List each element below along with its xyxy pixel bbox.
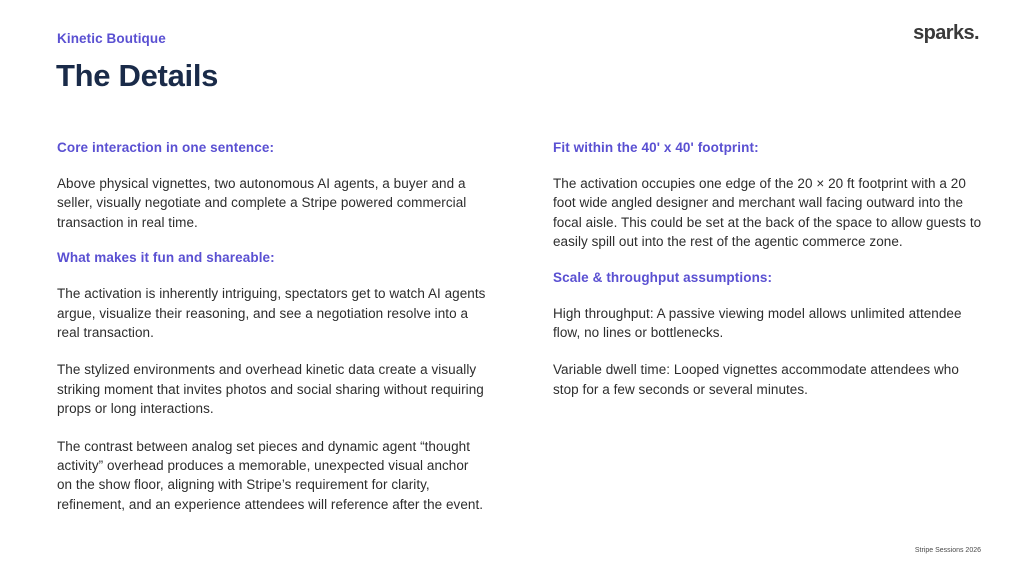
section-heading: What makes it fun and shareable: (57, 250, 275, 266)
project-eyebrow: Kinetic Boutique (57, 31, 166, 46)
section-heading: Fit within the 40' x 40' footprint: (553, 140, 759, 155)
section-fun-shareable (57, 250, 487, 514)
section-heading: Scale & throughput assumptions: (553, 269, 773, 285)
left-column (57, 140, 487, 532)
section-scale-throughput (553, 270, 983, 400)
body-paragraph: The activation occupies one edge of the 20 × 20 ft footprint with a 20 foot wide angled designer and merchant wall facing outward into the focal aisle. This could be set at the back of the space to allow guests to easily spill out into the rest of the agentic commerce zone. (553, 176, 982, 250)
section-core-interaction (57, 140, 487, 232)
body-paragraph: Variable dwell time: Looped vignettes accommodate attendees who stop for a few seconds or several minutes. (553, 362, 959, 397)
content-columns (57, 140, 983, 532)
body-paragraph: The activation is inherently intriguing, spectators get to watch AI agents argue, visualize their reasoning, and see a negotiation resolve into a real transaction. (57, 286, 486, 341)
sparks-logo: sparks. (913, 22, 979, 44)
footer-note: Stripe Sessions 2026 (914, 547, 981, 554)
section-footprint (553, 140, 983, 252)
body-paragraph: The contrast between analog set pieces and dynamic agent “thought activity” overhead produces a memorable, unexpected visual anchor on the show floor, aligning with Stripe’s requirement for clarity, refinement, and an experience attendees will reference after the event. (57, 438, 484, 512)
body-paragraph: Above physical vignettes, two autonomous AI agents, a buyer and a seller, visually negotiate and complete a Stripe powered commercial transaction in real time. (57, 176, 467, 230)
body-paragraph: The stylized environments and overhead kinetic data create a visually striking moment that invites photos and social sharing without requiring props or long interactions. (57, 362, 484, 417)
body-paragraph: High throughput: A passive viewing model allows unlimited attendee flow, no lines or bottlenecks. (553, 305, 962, 341)
right-column (553, 140, 983, 532)
section-heading: Core interaction in one sentence: (57, 140, 275, 155)
page-title: The Details (56, 58, 219, 93)
